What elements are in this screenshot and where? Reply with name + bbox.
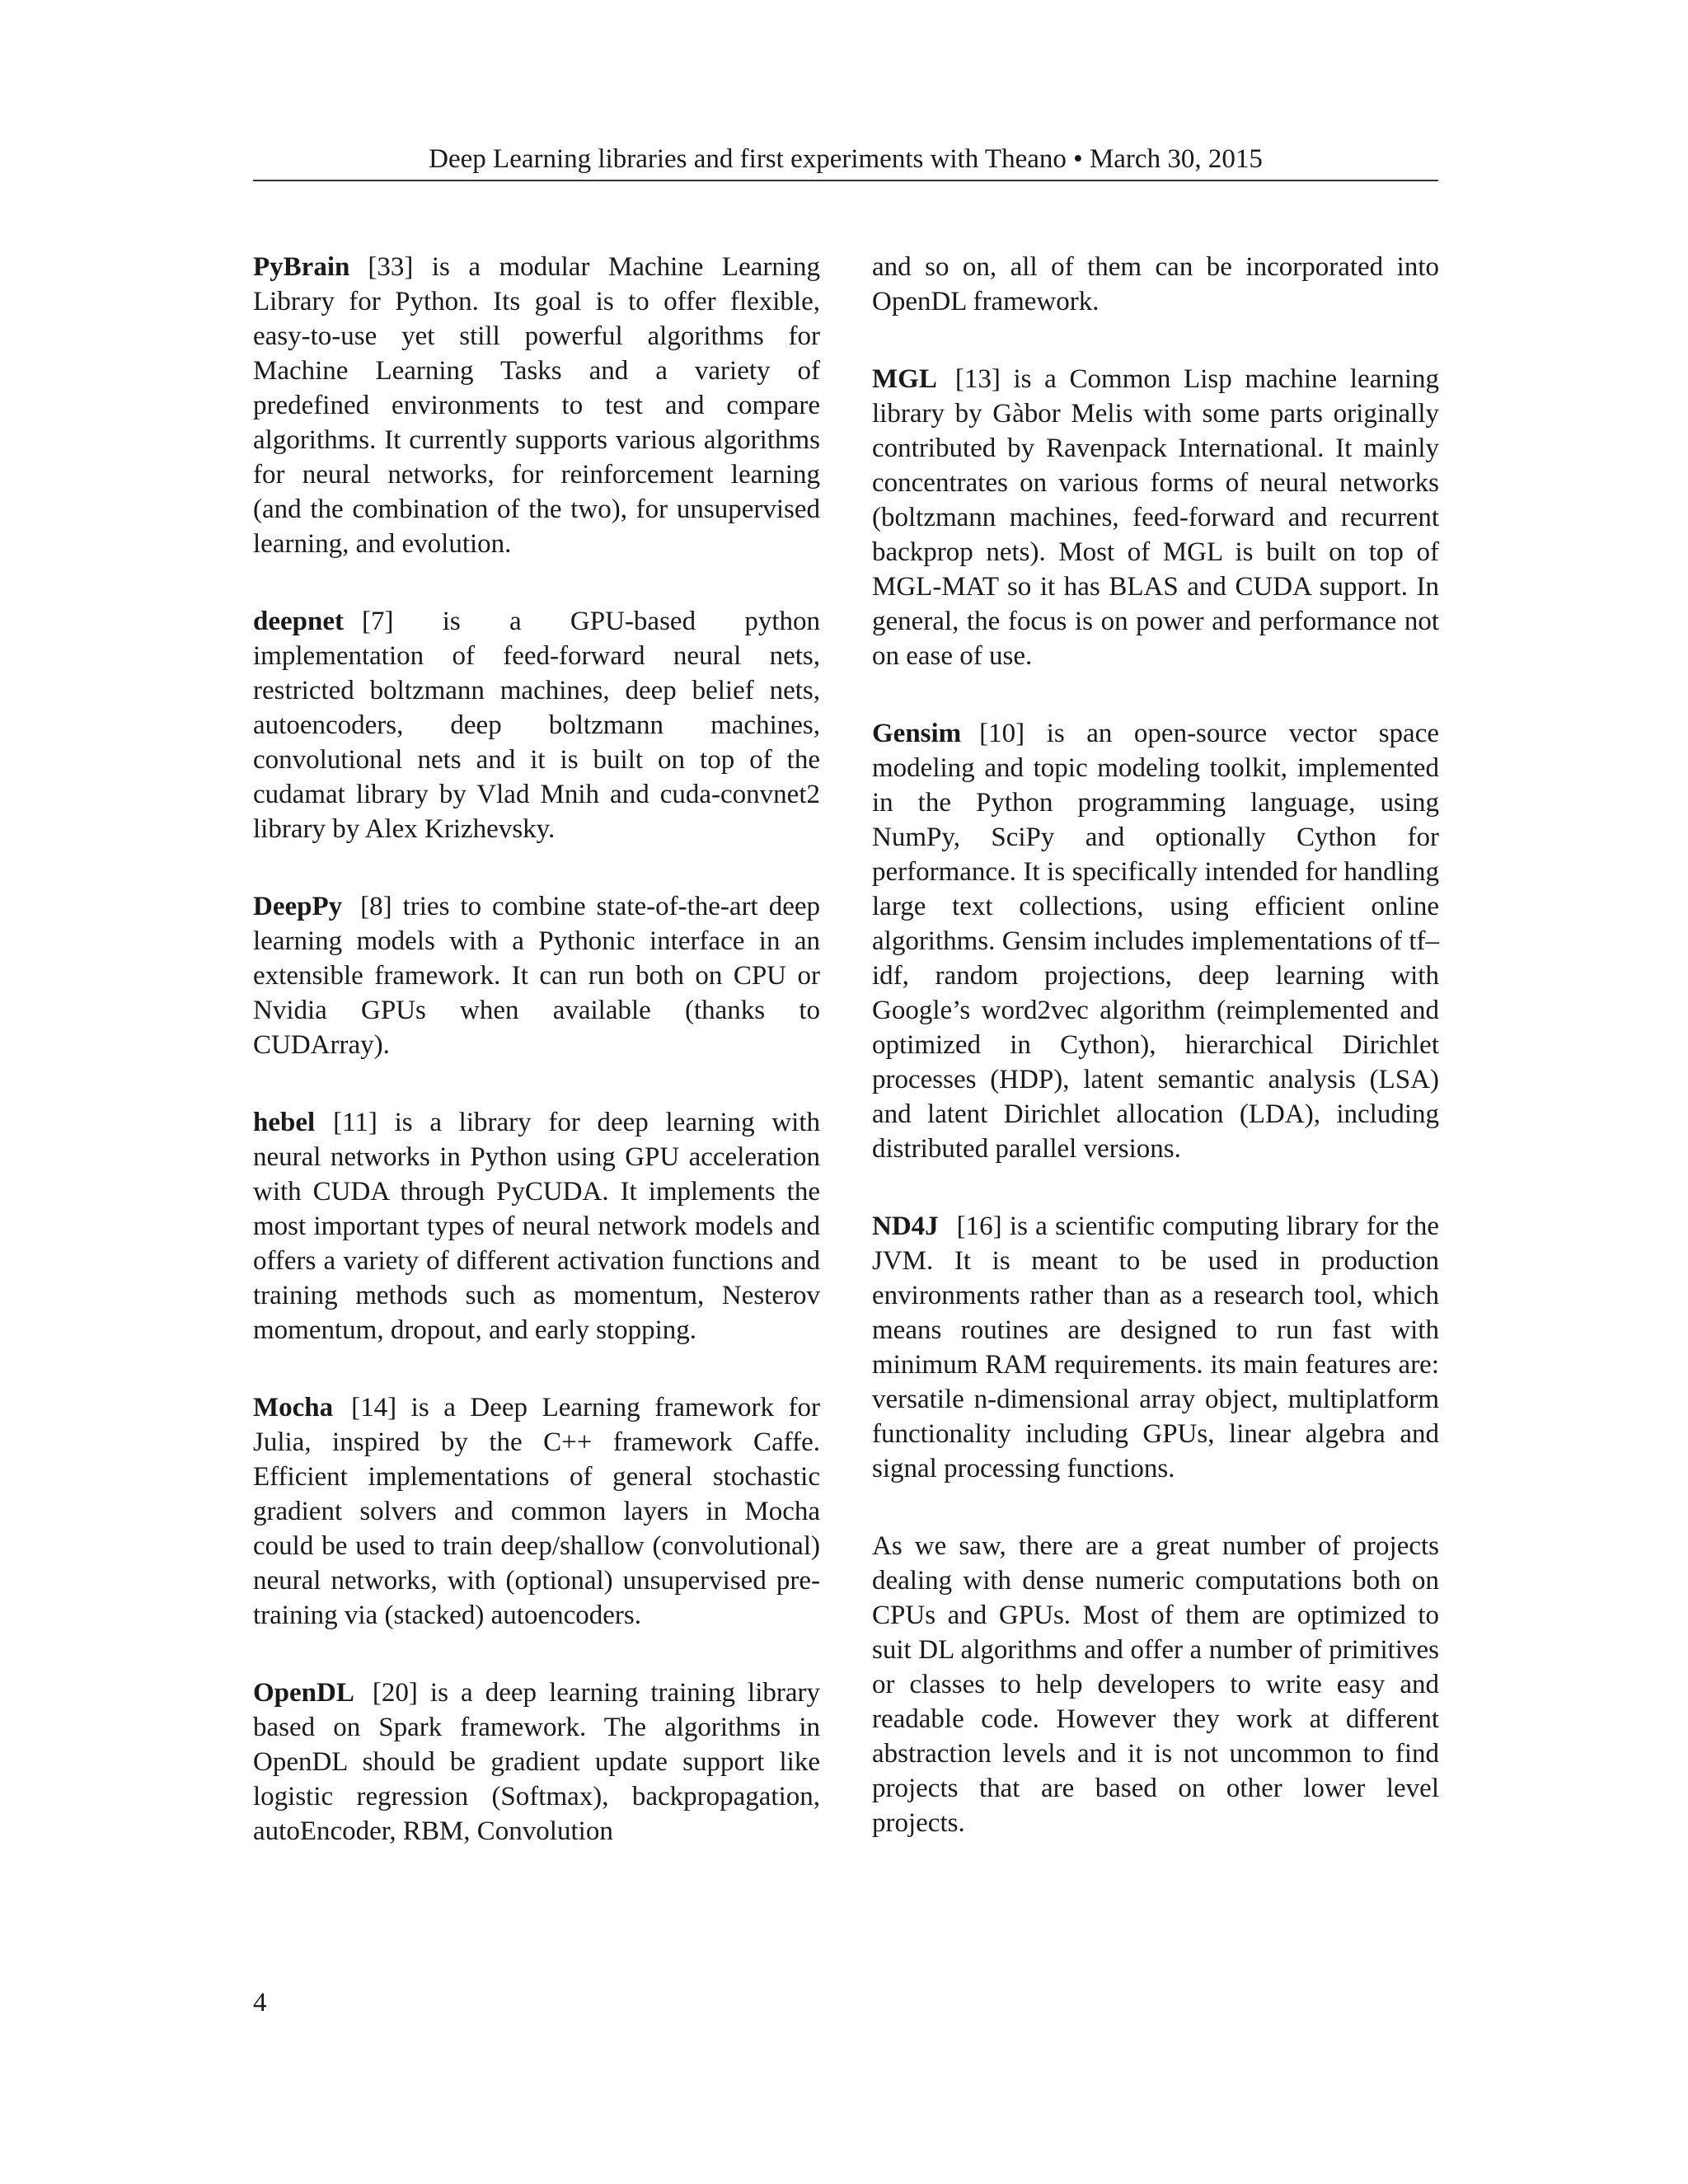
- running-title: Deep Learning libraries and first experiments with Theano: [429, 144, 1067, 174]
- library-entry-mgl: [872, 362, 1439, 673]
- library-description: [16] is a scientific computing library for the JVM. It is meant to be used in production environments rather than as a research tool, which means routines are designed to run fast with minimum RAM requirements. its main features are: versatile n-dimensional array object, multiplatform functionality including GPUs, linear algebra and signal processing functions.: [872, 1212, 1439, 1483]
- library-entry-deepnet: [253, 604, 820, 846]
- header-date: March 30, 2015: [1089, 144, 1263, 174]
- library-entry-hebel: [253, 1105, 820, 1347]
- library-entry-deeppy: [253, 889, 820, 1062]
- library-name: Gensim: [872, 719, 962, 748]
- library-name: Mocha: [253, 1393, 334, 1422]
- library-name: PyBrain: [253, 252, 350, 282]
- opendl-continuation: and so on, all of them can be incorporated into OpenDL framework.: [872, 252, 1439, 316]
- library-entry-nd4j: [872, 1209, 1439, 1486]
- library-description: [20] is a deep learning training library based on Spark framework. The algorithms in OpenDL should be gradient update support like logistic regression (Softmax), backpropagation, autoEncoder, RBM, Convolution: [253, 1678, 820, 1846]
- library-description: [7] is a GPU-based python implementation of feed-forward neural nets, restricted boltzmann machines, deep belief nets, autoencoders, deep boltzmann machines, convolutional nets and it is built on top of the cudamat library by Vlad Mnih and cuda-convnet2 library by Alex Krizhevsky.: [253, 607, 820, 844]
- library-entry-mocha: [253, 1390, 820, 1633]
- library-description: [11] is a library for deep learning with neural networks in Python using GPU acceleration with CUDA through PyCUDA. It implements the most important types of neural network models and offers a variety of different activation functions and training methods such as momentum, Nesterov momentum, dropout, and early stopping.: [253, 1108, 820, 1345]
- header-bullet: •: [1073, 144, 1083, 174]
- page-number: 4: [253, 1988, 267, 2018]
- library-description: [10] is an open-source vector space modeling and topic modeling toolkit, implemented in the Python programming language, using NumPy, SciPy and optionally Cython for performance. It is specifically intended for handling large text collections, using efficient online algorithms. Gensim includes implementations of tf–idf, random projections, deep learning with Google’s word2vec algorithm (reimplemented and optimized in Cython), hierarchical Dirichlet processes (HDP), latent semantic analysis (LSA) and latent Dirichlet allocation (LDA), including distributed parallel versions.: [872, 719, 1439, 1164]
- closing-paragraph: As we saw, there are a great number of projects dealing with dense numeric computations both on CPUs and GPUs. Most of them are optimized to suit DL algorithms and offer a number of primitives or classes to help developers to write easy and readable code. However they work at different abstraction levels and it is not uncommon to find projects that are based on other lower level projects.: [872, 1531, 1439, 1838]
- right-column: [872, 250, 1439, 1883]
- running-header: [253, 143, 1438, 181]
- library-description: [8] tries to combine state-of-the-art deep learning models with a Pythonic interface in an extensible framework. It can run both on CPU or Nvidia GPUs when available (thanks to CUDArray).: [253, 892, 820, 1060]
- library-entry-gensim: [872, 716, 1439, 1166]
- library-description: [33] is a modular Machine Learning Library for Python. Its goal is to offer flexible, easy-to-use yet still powerful algorithms for Machine Learning Tasks and a variety of predefined environments to test and compare algorithms. It currently supports various algorithms for neural networks, for reinforcement learning (and the combination of the two), for unsupervised learning, and evolution.: [253, 252, 820, 559]
- left-column: [253, 250, 820, 1891]
- library-name: OpenDL: [253, 1678, 354, 1708]
- library-name: ND4J: [872, 1212, 939, 1241]
- library-name: DeepPy: [253, 892, 343, 921]
- library-entry-pybrain: [253, 250, 820, 561]
- library-description: [13] is a Common Lisp machine learning library by Gàbor Melis with some parts originally contributed by Ravenpack International. It mainly concentrates on various forms of neural networks (boltzmann machines, feed-forward and recurrent backprop nets). Most of MGL is built on top of MGL-MAT so it has BLAS and CUDA support. In general, the focus is on power and performance not on ease of use.: [872, 364, 1439, 671]
- library-entry-opendl: [253, 1675, 820, 1849]
- library-description: [14] is a Deep Learning framework for Julia, inspired by the C++ framework Caffe. Efficient implementations of general stochastic gradient solvers and common layers in Mocha could be used to train deep/shallow (convolutional) neural networks, with (optional) unsupervised pre-training via (stacked) autoencoders.: [253, 1393, 820, 1630]
- library-name: deepnet: [253, 607, 344, 636]
- library-name: hebel: [253, 1108, 316, 1137]
- library-name: MGL: [872, 364, 937, 394]
